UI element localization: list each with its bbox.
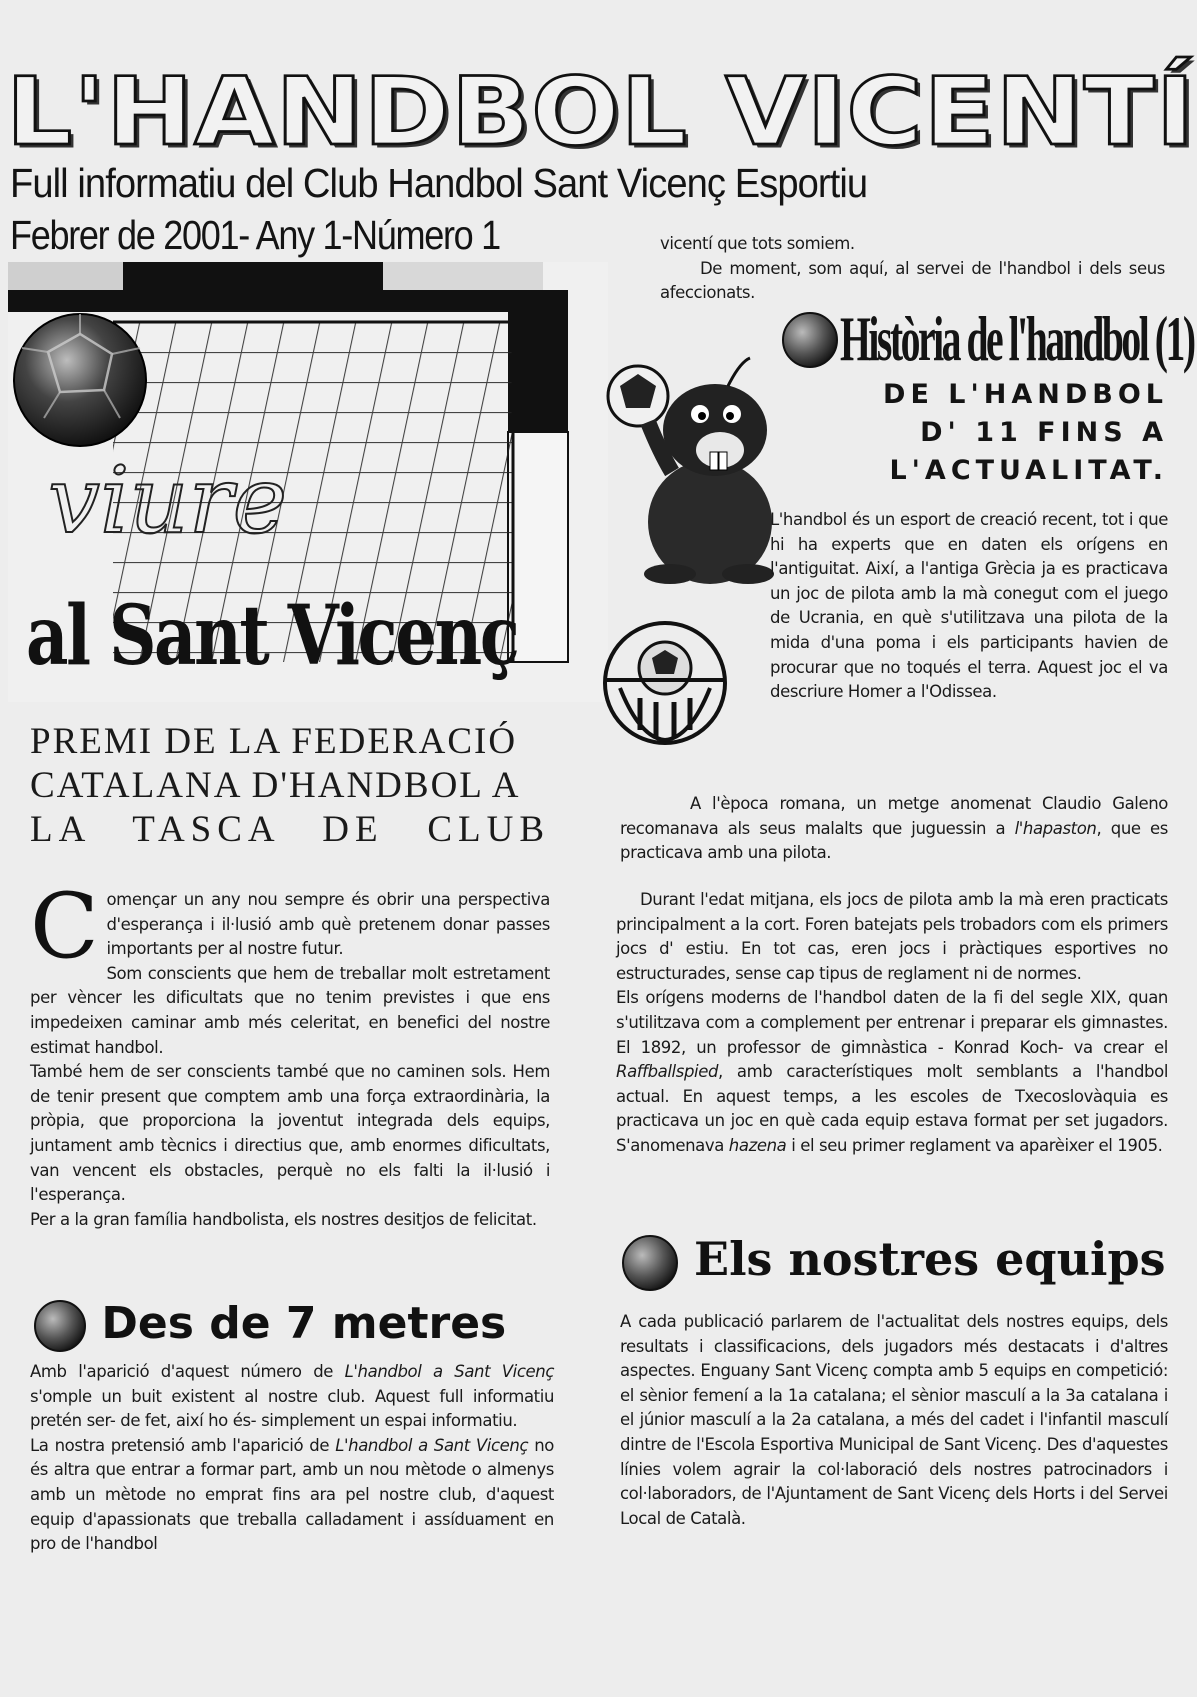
dropcap: C — [30, 874, 99, 979]
intro-paragraph-2: Som conscients que hem de treballar molt estretament per vèncer les dificultats que no tenim previstes i que ens impedeixen caminar amb més celeritat, en benefici del nostre estimat handbol. — [30, 963, 550, 1057]
handball-icon — [782, 312, 838, 368]
cover-headline — [30, 720, 550, 852]
historia-paragraph-2: A l'època romana, un metge anomenat Claudio Galeno recomanava als seus malalts que juguessin a l'hapaston, que es practicava amb una pilota. — [620, 794, 1168, 863]
des7-paragraph-1: Amb l'aparició d'aquest número de L'handbol a Sant Vicenç s'omple un buit existent al nostre club. Aquest full informatiu pretén ser- de fet, així ho és- simplement un espai informatiu. — [30, 1362, 554, 1431]
continued-line-1: vicentí que tots somiem. — [660, 234, 855, 253]
continued-text — [660, 232, 1165, 306]
handball-icon — [622, 1235, 678, 1291]
historia-title: Història de l'handbol (1) — [840, 303, 1194, 374]
intro-paragraph-4: Per a la gran família handbolista, els nostres desitjos de felicitat. — [30, 1209, 537, 1229]
continued-line-2: De moment, som aquí, al servei de l'handbol i dels seus afeccionats. — [660, 258, 1165, 303]
headline-line-1: PREMI DE LA FEDERACIÓ — [30, 721, 518, 762]
script-caption: viure — [48, 447, 288, 554]
equips-title: Els nostres equips — [694, 1232, 1166, 1286]
issue-line: Febrer de 2001- Any 1-Número 1 — [10, 212, 500, 258]
historia-subtitle — [826, 376, 1168, 490]
des7-title: Des de 7 metres — [101, 1298, 507, 1349]
historia-subtitle-2: D' 11 FINS A — [920, 417, 1168, 448]
beaver-mascot — [600, 352, 780, 592]
historia-paragraph-4: Els orígens moderns de l'handbol daten de la fi del segle XIX, quan s'utilitzava com a complement per entrenar i preparar els gimnastes. El 1892, un professor de gimnàstica - Konrad Koch- va crear el Raffballspied, amb característiques molt semblants a l'handbol actual. En aquest temps, a les escoles de Txecoslovàquia es practicava un joc en què cada equip estava format per set jugadors. S'anomenava hazena i el seu primer reglament va aparèixer el 1905. — [616, 988, 1168, 1155]
intro-paragraph-3: També hem de ser conscients també que no caminen sols. Hem de tenir present que comptem amb una força extraordinària, la pròpia, que proporciona la joventut integrada dels equips, juntament amb tècnics i directius que, amb enormes dificultats, van vencent els obstacles, perquè no els falti la il·lusió i l'esperança. — [30, 1062, 550, 1205]
historia-continuation — [616, 888, 1168, 1159]
intro-article — [30, 874, 550, 1232]
historia-number: (1) — [1154, 303, 1194, 374]
headline-line-3: LA TASCA DE CLUB — [30, 809, 550, 850]
historia-paragraph-3: Durant l'edat mitjana, els jocs de pilota amb la mà eren practicats principalment a la cort. Foren batejats pels trobadors com els primers jocs d' estiu. En tot cas, eren jocs i pràctiques esportives no estructurades, sense cap tipus de reglament ni de normes. — [616, 890, 1168, 983]
masthead-subtitle: Full informatiu del Club Handbol Sant Vicenç Esportiu — [10, 160, 868, 206]
masthead-title: L'HANDBOL VICENTÍ — [6, 56, 1196, 167]
des7-paragraph-2: La nostra pretensió amb l'aparició de L'handbol a Sant Vicenç no és altra que entrar a formar part, amb un nou mètode o almenys amb un mètode no emprat fins ara pel nostre club, d'aquest equip d'apassionats que treballa calladament i assíduament en pro de l'handbol — [30, 1435, 554, 1554]
equips-paragraph: A cada publicació parlarem de l'actualitat dels nostres equips, dels resultats i classificacions, dels jugadors més destacats i d'altres aspectes. Enguany Sant Vicenç compta amb 5 equips en competició: el sènior femení a la 1a catalana; el sènior masculí a la 3a catalana i el júnior masculí a la 2a catalana, a més del cadet i l'infantil masculí dintre de l'Escola Esportiva Municipal de Sant Vicenç. Des d'aquestes línies volem agrair la col·laboració dels nostres patrocinadors i col·laboradors, de l'Ajuntament de Sant Vicenç dels Horts i del Servei Local de Català. — [620, 1312, 1168, 1528]
intro-paragraph-1: omençar un any nou sempre és obrir una perspectiva d'esperança i il·lusió amb què pretenem donar passes importants per al nostre futur. — [106, 890, 550, 959]
des7-heading — [34, 1298, 506, 1352]
headline-line-2: CATALANA D'HANDBOL A — [30, 765, 521, 806]
equips-heading — [622, 1232, 1166, 1291]
des7-article — [30, 1360, 554, 1557]
club-logo — [600, 618, 730, 748]
historia-subtitle-1: DE L'HANDBOL — [883, 379, 1168, 410]
handball-icon — [34, 1300, 86, 1352]
historia-paragraph-1: L'handbol és un esport de creació recent, tot i que hi ha experts que en daten els orígens en l'antiguitat. Així, a l'antiga Grècia ja es practicava un joc de pilota amb la mà conegut com el juego de Ucrania, en què s'utilitzava una pilota de la mida d'una poma i els participants havien de procurar que no toqués el terra. Aquest joc el va descriure Homer a l'Odissea. — [770, 510, 1168, 702]
historia-subtitle-3: L'ACTUALITAT. — [889, 455, 1168, 486]
cover-caption: al Sant Vicenç — [26, 588, 518, 684]
